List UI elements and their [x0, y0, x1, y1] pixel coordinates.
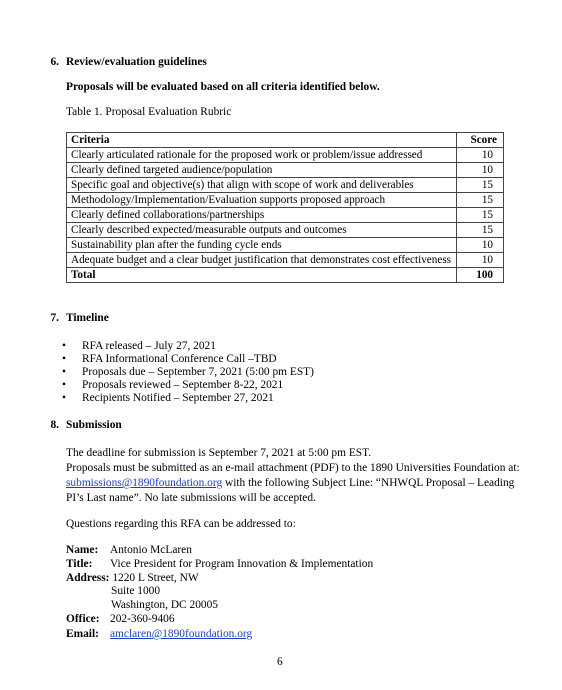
score-cell: 15 — [457, 208, 504, 223]
table-row — [67, 208, 504, 223]
table-row — [67, 178, 504, 193]
list-item — [62, 340, 314, 353]
office-label: Office: — [66, 613, 100, 625]
address-line-3: Washington, DC 20005 — [111, 599, 218, 611]
contact-title: Vice President for Program Innovation & Implementation — [110, 558, 374, 570]
submission-para-line3: PI’s Last name”. No late submissions will be accepted. — [66, 492, 316, 504]
table-row — [67, 253, 504, 268]
score-cell: 15 — [457, 178, 504, 193]
timeline-item-text: Proposals due – September 7, 2021 (5:00 pm EST) — [82, 366, 314, 378]
table-row — [67, 148, 504, 163]
list-item — [62, 366, 314, 379]
score-cell: 15 — [457, 223, 504, 238]
table-row — [67, 193, 504, 208]
contact-email-link[interactable]: amclaren@1890foundation.org — [110, 628, 253, 640]
list-item — [62, 353, 314, 366]
submission-para-line2 — [66, 476, 514, 491]
criteria-cell: Sustainability plan after the funding cycle ends — [67, 238, 457, 253]
bullet-icon: • — [62, 353, 66, 365]
criteria-cell: Methodology/Implementation/Evaluation supports proposed approach — [67, 193, 457, 208]
criteria-cell: Specific goal and objective(s) that align with scope of work and deliverables — [67, 178, 457, 193]
evaluation-intro: Proposals will be evaluated based on all criteria identified below. — [66, 81, 380, 93]
evaluation-rubric-table — [66, 132, 504, 283]
table-caption: Table 1. Proposal Evaluation Rubric — [66, 106, 232, 118]
criteria-cell: Clearly articulated rationale for the proposed work or problem/issue addressed — [67, 148, 457, 163]
section-8-title: Submission — [66, 419, 122, 431]
table-row — [67, 223, 504, 238]
section-7-title: Timeline — [66, 312, 109, 324]
address-label: Address: — [66, 572, 110, 584]
bullet-icon: • — [62, 379, 66, 391]
section-6-number: 6. — [50, 56, 59, 68]
list-item — [62, 379, 314, 392]
bullet-icon: • — [62, 340, 66, 352]
timeline-item-text: RFA released – July 27, 2021 — [82, 340, 216, 352]
bullet-icon: • — [62, 392, 66, 404]
section-6-title: Review/evaluation guidelines — [66, 56, 207, 68]
deadline-text: The deadline for submission is September 7, 2021 at 5:00 pm EST. — [66, 447, 372, 459]
contact-title-row — [66, 557, 373, 572]
timeline-list — [62, 340, 314, 405]
table-total-row — [67, 268, 504, 283]
subject-line-text: with the following Subject Line: “NHWQL Proposal – Leading — [222, 477, 515, 489]
timeline-item-text: Recipients Notified – September 27, 2021 — [82, 392, 274, 404]
timeline-item-text: RFA Informational Conference Call –TBD — [82, 353, 277, 365]
score-header: Score — [457, 133, 504, 148]
contact-name: Antonio McLaren — [110, 544, 192, 556]
contact-name-row — [66, 543, 192, 558]
score-cell: 10 — [457, 148, 504, 163]
criteria-cell: Clearly defined targeted audience/population — [67, 163, 457, 178]
timeline-item-text: Proposals reviewed – September 8-22, 2021 — [82, 379, 284, 391]
address-line-2: Suite 1000 — [111, 585, 161, 597]
questions-text: Questions regarding this RFA can be addressed to: — [66, 518, 296, 530]
contact-office: 202-360-9406 — [110, 613, 175, 625]
submission-para-line1: Proposals must be submitted as an e-mail attachment (PDF) to the 1890 Universities Foundation at: — [66, 462, 520, 474]
name-label: Name: — [66, 544, 99, 556]
section-8-number: 8. — [50, 419, 59, 431]
email-label: Email: — [66, 628, 99, 640]
criteria-cell: Clearly defined collaborations/partnerships — [67, 208, 457, 223]
title-label: Title: — [66, 558, 93, 570]
address-line-1: 1220 L Street, NW — [112, 572, 199, 584]
page-number: 6 — [277, 656, 283, 668]
section-7-number: 7. — [50, 312, 59, 324]
criteria-cell: Clearly described expected/measurable outputs and outcomes — [67, 223, 457, 238]
score-cell: 10 — [457, 238, 504, 253]
criteria-cell: Adequate budget and a clear budget justification that demonstrates cost effectiveness — [67, 253, 457, 268]
submission-email-link[interactable]: submissions@1890foundation.org — [66, 477, 223, 489]
score-cell: 10 — [457, 163, 504, 178]
table-header-row — [67, 133, 504, 148]
contact-email-row — [66, 627, 252, 642]
table-row — [67, 163, 504, 178]
bullet-icon: • — [62, 366, 66, 378]
table-row — [67, 238, 504, 253]
contact-office-row — [66, 612, 175, 627]
total-label: Total — [67, 268, 457, 283]
list-item — [62, 392, 314, 405]
criteria-header: Criteria — [67, 133, 457, 148]
score-cell: 10 — [457, 253, 504, 268]
score-cell: 15 — [457, 193, 504, 208]
total-score: 100 — [457, 268, 504, 283]
